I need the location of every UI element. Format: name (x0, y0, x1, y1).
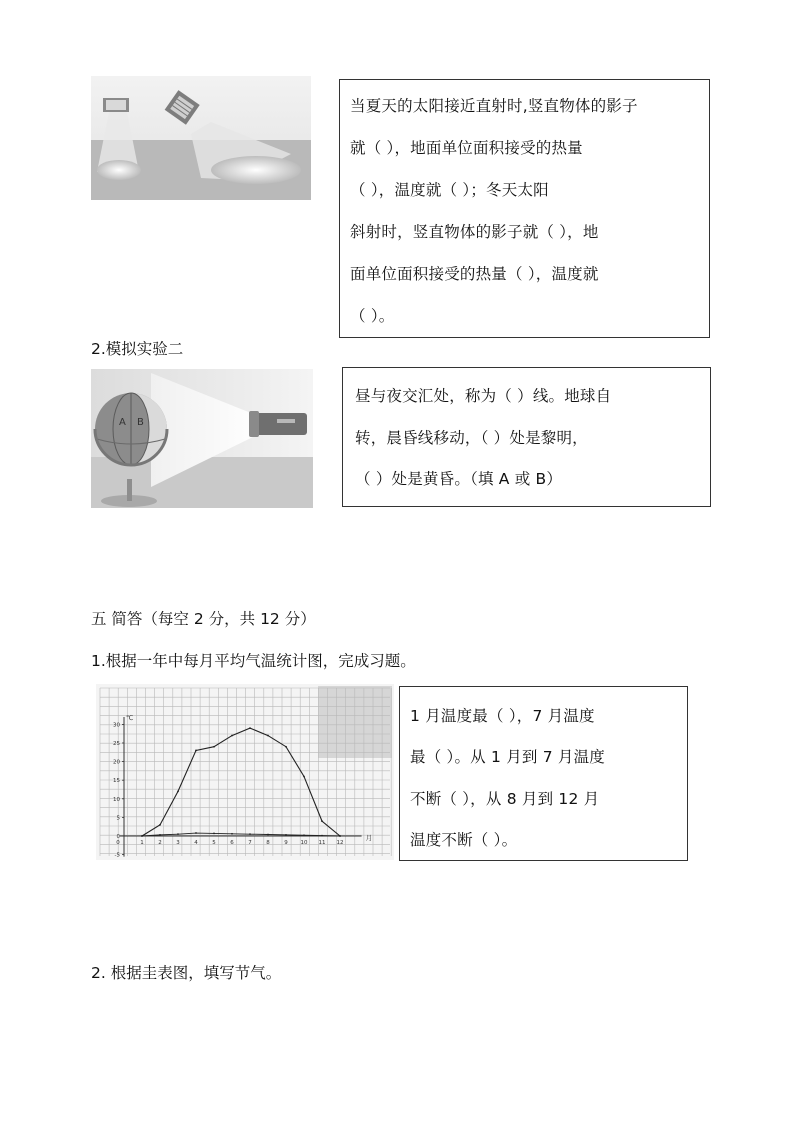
chart-y-tick-label: 0 (116, 834, 120, 840)
question1-textbox (399, 686, 688, 861)
temperature-chart (96, 684, 394, 860)
experiment1-line-4: 斜射时，竖直物体的影子就（ ），地 (350, 223, 599, 241)
chart-point (159, 834, 161, 836)
chart-y-tick-label: 20 (113, 759, 120, 766)
chart-x-label: 月 (365, 834, 373, 842)
question1-line-2: 最（ ）。从 1 月到 7 月温度 (410, 748, 606, 766)
chart-x-tick-label: 7 (248, 840, 252, 846)
chart-point (267, 834, 269, 836)
experiment2-textbox (342, 367, 711, 507)
experiment1-line-3: （ ），温度就（ ）；冬天太阳 (350, 181, 549, 199)
chart-point (285, 746, 287, 748)
experiment1-line-1: 当夏天的太阳接近直射时,竖直物体的影子 (350, 97, 638, 115)
chart-point (339, 835, 341, 837)
question2-heading: 2. 根据圭表图，填写节气。 (91, 964, 282, 982)
chart-x-tick-label: 2 (158, 840, 162, 846)
chart-point (213, 832, 215, 834)
chart-x-tick-label: 6 (230, 840, 234, 846)
chart-point (141, 835, 143, 837)
chart-y-tick-label: -5 (114, 852, 120, 859)
question1-heading: 1.根据一年中每月平均气温统计图，完成习题。 (91, 652, 416, 670)
chart-point (159, 824, 161, 826)
experiment1-line-2: 就（ ），地面单位面积接受的热量 (350, 139, 583, 157)
chart-y-label: ℃ (126, 713, 134, 722)
question1-line-1: 1 月温度最（ ），7 月温度 (410, 707, 595, 725)
experiment1-photo (91, 76, 311, 200)
chart-point (249, 727, 251, 729)
experiment1-textbox (339, 79, 710, 338)
question1-line-3: 不断（ ），从 8 月到 12 月 (410, 790, 600, 808)
experiment1-line-5: 面单位面积接受的热量（ ），温度就 (350, 265, 599, 283)
globe-label-b: B (137, 417, 144, 428)
chart-x-tick-label: 1 (140, 840, 144, 846)
chart-x-tick-label: 0 (116, 840, 120, 846)
experiment2-heading: 2.模拟实验二 (91, 340, 184, 358)
globe-label-a: A (119, 417, 126, 428)
chart-x-tick-label: 12 (336, 840, 344, 846)
chart-x-tick-label: 3 (176, 840, 180, 846)
chart-x-tick-label: 8 (266, 840, 270, 846)
chart-point (303, 776, 305, 778)
experiment1-line-6: （ ）。 (350, 307, 395, 325)
chart-y-tick-label: 5 (116, 815, 120, 822)
experiment2-line-2: 转，晨昏线移动，（ ）处是黎明， (355, 429, 588, 447)
experiment2-line-1: 昼与夜交汇处，称为（ ）线。地球自 (355, 387, 612, 405)
chart-point (321, 820, 323, 822)
chart-x-tick-label: 9 (284, 840, 288, 846)
chart-point (231, 833, 233, 835)
question1-line-4: 温度不断（ ）。 (410, 831, 518, 849)
chart-point (249, 833, 251, 835)
chart-point (231, 735, 233, 737)
experiment2-line-3: （ ）处是黄昏。（填 A 或 B） (355, 470, 563, 488)
chart-point (195, 750, 197, 752)
chart-x-tick-label: 11 (318, 840, 326, 846)
chart-y-tick-label: 30 (113, 722, 120, 729)
chart-point (195, 832, 197, 834)
chart-point (303, 834, 305, 836)
chart-y-tick-label: 10 (113, 796, 120, 803)
chart-point (213, 746, 215, 748)
chart-x-tick-label: 10 (300, 840, 308, 846)
chart-y-tick-label: 25 (113, 741, 120, 747)
chart-point (177, 833, 179, 835)
chart-point (321, 835, 323, 837)
chart-point (177, 790, 179, 792)
chart-x-tick-label: 5 (212, 840, 216, 846)
section5-heading: 五 简答（每空 2 分，共 12 分） (91, 610, 316, 628)
chart-point (285, 834, 287, 836)
chart-point (267, 735, 269, 737)
chart-y-tick-label: 15 (113, 778, 120, 785)
chart-x-tick-label: 4 (194, 840, 198, 846)
experiment2-photo (91, 369, 313, 508)
